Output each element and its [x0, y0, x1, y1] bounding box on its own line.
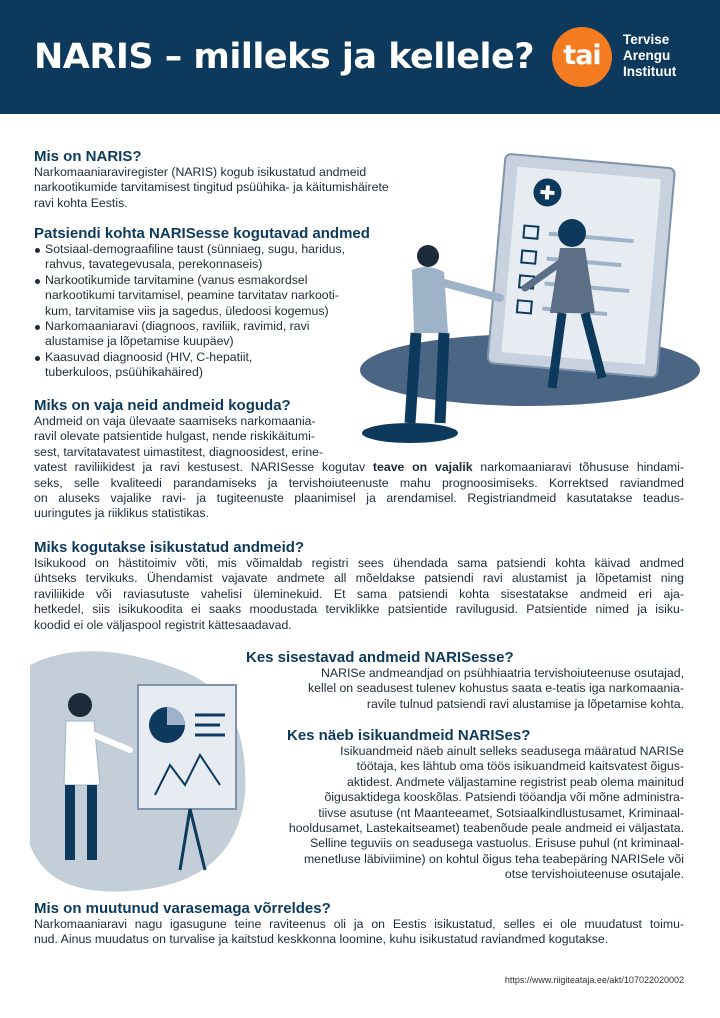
page-title: NARIS – milleks ja kellele? [34, 37, 535, 77]
who-enters-text: NARISe andmeandjad on psühhiaatria tervishoiuteenuse osutajad, kellel on seadusest tulenev kohustus saata e-teatis iga narkomaania- ravile tulnud patsiendi ravi alustamise ja lõpetamise kohta. [308, 666, 684, 711]
heading-collected-data: Patsiendi kohta NARISesse kogutavad andmed [34, 225, 370, 242]
who-sees-text: Isikuandmeid näeb ainult selleks seadusega määratud NARISe töötaja, kes lähtub oma töös isikuandmeid kaitsvatest õigus- aktidest. Andmete väljastamine registrist peab olema mainitud õigusaktidega kooskõlas. Patsiendi tööandja või mõne administra- tiivse asutuse (nt Maanteeamet, Sotsiaalkindlustusamet, Kriminaal- hooldusamet, Lastekaitseamet) teabenõude peale andmeid ei väljastata. Selline teguviis on seadusega vastuolus. Erisuse puhul (nt kriminaal- menetluse läbiviimine) on kohtul õigus teha teabepäring NARISele või otse tervishoiuteenuse osutajale. [288, 744, 684, 882]
page-header [0, 0, 720, 114]
heading-what-is-naris: Mis on NARIS? [34, 148, 142, 165]
what-is-naris-text: Narkomaaniaraviregister (NARIS) kogub isikustatud andmeid narkootikumide tarvitamisest tingitud psüühika- ja käitumishäirete ravi kohta Eestis. [34, 165, 389, 210]
heading-why-personal: Miks kogutakse isikustatud andmeid? [34, 539, 305, 556]
why-collect-text: Andmeid on vaja ülevaate saamiseks narkomaania- ravil olevate patsientide hulgast, nende riskikäitumi- sest, tarvitatavatest uimastitest, diagnoosidest, erine- vatest raviliikidest ja ravi kestusest. NARISesse kogutav teave on vajalik narkomaaniaravi tõhususe hindami- seks, selle kvaliteedi parandamiseks ja tervishoiuteenuste mahu prognoosimiseks. Korrektsed raviandmed on aluseks vajalike ravi- ja tugiteenuste plaanimisel ja arendamisel. Registriandmeid kasutatakse teadus- uuringutes ja riiklikus statistikas. [34, 414, 684, 521]
heading-why-collect: Miks on vaja neid andmeid koguda? [34, 397, 291, 414]
emphasis-text: teave on vajalik [372, 460, 473, 475]
list-item: Kaasuvad diagnoosid (HIV, C-hepatiit, tuberkuloos, psüühikahäired) [34, 350, 345, 381]
presentation-illustration [30, 645, 255, 905]
collected-data-list [34, 242, 345, 381]
tai-logo: tai [552, 27, 612, 87]
checklist-illustration [340, 148, 700, 448]
list-item: Sotsiaal-demograafiline taust (sünniaeg, sugu, haridus, rahvus, tavategevusala, perekonnaseis) [34, 242, 345, 273]
heading-who-sees: Kes näeb isikuandmeid NARISes? [287, 727, 531, 744]
list-item: Narkootikumide tarvitamine (vanus esmakordsel narkootikumi tarvitamisel, peamine tarvitatav narkooti- kum, tarvitamise viis ja sagedus, üledoosi kogemus) [34, 273, 345, 319]
source-url[interactable]: https://www.riigiteataja.ee/akt/107022020002 [504, 975, 684, 985]
heading-what-changed: Mis on muutunud varasemaga võrreldes? [34, 900, 331, 917]
what-changed-text: Narkomaaniaravi nagu igasugune teine raviteenus oli ja on Eestis isikustatud, selles ei ole muudatust toimu- nud. Ainus muudatus on turvalise ja kaitstud keskkonna loomine, kuhu isikustatud raviandmed kogutakse. [34, 917, 684, 947]
heading-who-enters: Kes sisestavad andmeid NARISesse? [246, 649, 514, 666]
list-item: Narkomaaniaravi (diagnoos, raviliik, ravimid, ravi alustamise ja lõpetamise kuupäev) [34, 319, 345, 350]
institute-name: Tervise Arengu Instituut [623, 32, 677, 79]
why-personal-text: Isikukood on hästitoimiv võti, mis võimaldab registri sees ühendada sama patsiendi kohta käivad andmed ühtseks tervikuks. Ühendamist vajavate andmete all mõeldakse patsiendi ravi alustamist ja lõpetamist ning raviliikide või raviasutuste vahelisi üleminekuid. Et sama patsiendi kohta sisestatakse andmeid eri aja- hetkedel, siis isikukoodita ei saaks moodustada terviklikke patsientide ravilugusid. Patsientide nimed ja isiku- koodid ei ole väljaspool registrit kättesaadavad. [34, 556, 684, 632]
